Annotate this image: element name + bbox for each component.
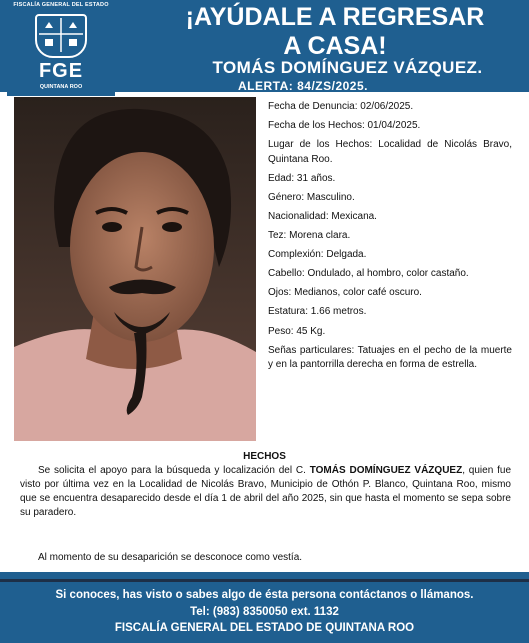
detail-row xyxy=(268,344,512,373)
detail-value: Ondulado, al hombro, color castaño. xyxy=(304,268,469,280)
detail-value: 02/06/2025. xyxy=(357,101,414,112)
footer-agency: FISCALÍA GENERAL DEL ESTADO DE QUINTANA ROO xyxy=(114,622,415,634)
detail-label: Lugar de los Hechos: xyxy=(268,139,373,151)
detail-value: Morena clara. xyxy=(286,230,351,242)
coat-of-arms-icon xyxy=(37,16,85,56)
detail-label: Tez: xyxy=(268,230,287,242)
detail-row xyxy=(268,325,512,340)
footer-banner xyxy=(0,572,529,643)
missing-person-name: TOMÁS DOMÍNGUEZ VÁZQUEZ. xyxy=(212,58,483,77)
detail-label: Cabello: xyxy=(268,268,305,280)
shield-icon xyxy=(35,14,87,58)
detail-label: Estatura: xyxy=(268,306,309,318)
detail-label: Complexión: xyxy=(268,249,324,261)
detail-row xyxy=(268,286,512,301)
title-line-1: ¡AYÚDALE A REGRESAR xyxy=(185,3,485,31)
hechos-text-before: Se solicita el apoyo para la búsqueda y localización del C. xyxy=(38,465,310,476)
footer-contact-message: Si conoces, has visto o sabes algo de ésta persona contáctanos o llámanos. xyxy=(55,589,474,601)
detail-value: Localidad de Nicolás Bravo, Quintana Roo. xyxy=(268,139,512,165)
header-banner xyxy=(0,0,529,92)
detail-value: Delgada. xyxy=(323,249,367,261)
logo-acronym: FGE xyxy=(38,60,84,82)
fge-logo xyxy=(7,0,115,96)
detail-value: 45 Kg. xyxy=(293,325,326,337)
detail-value: 1.66 metros. xyxy=(308,306,367,318)
detail-row xyxy=(268,191,512,206)
hechos-name: TOMÁS DOMÍNGUEZ VÁZQUEZ xyxy=(309,465,463,476)
detail-row xyxy=(268,248,512,263)
hechos-heading: HECHOS xyxy=(243,451,286,462)
detail-label: Peso: xyxy=(268,325,294,337)
detail-value: Masculino. xyxy=(304,191,355,203)
footer-divider xyxy=(0,579,529,582)
detail-label: Fecha de los Hechos: xyxy=(268,120,365,132)
detail-row xyxy=(268,229,512,244)
person-details xyxy=(268,100,512,377)
detail-value: Mexicana. xyxy=(328,210,377,222)
hechos-text-after: , quien fue visto por última vez en la Localidad de Nicolás Bravo, Municipio de Othón P. Blanco, Quintana Roo, mismo que se encuentra desaparecido desde el día 1 de abril del año 2025, sin que hasta el momento se sepa sobre su paradero. xyxy=(20,465,512,518)
detail-row xyxy=(268,138,512,167)
page-title xyxy=(150,3,520,61)
detail-value: 01/04/2025. xyxy=(364,120,421,132)
logo-top-text: FISCALÍA GENERAL DEL ESTADO xyxy=(13,2,109,8)
detail-row xyxy=(268,305,512,320)
clothing-note: Al momento de su desaparición se desconoce como vestía. xyxy=(38,552,303,563)
detail-label: Edad: xyxy=(268,172,295,184)
detail-label: Fecha de Denuncia: xyxy=(268,101,358,112)
detail-value: Tatuajes en el pecho de la muerte y en la pantorrilla derecha en forma de estrella. xyxy=(268,344,512,371)
detail-value: Medianos, color café oscuro. xyxy=(291,287,422,299)
detail-row xyxy=(268,172,512,187)
detail-value: 31 años. xyxy=(294,172,336,184)
detail-row xyxy=(268,267,512,282)
detail-label: Señas particulares: xyxy=(268,344,355,356)
footer-phone: Tel: (983) 8350050 ext. 1132 xyxy=(190,606,339,618)
detail-label: Nacionalidad: xyxy=(268,210,329,222)
title-line-2: A CASA! xyxy=(283,32,387,60)
logo-bottom-text: QUINTANA ROO xyxy=(39,84,83,90)
detail-row xyxy=(268,210,512,225)
portrait-image xyxy=(14,97,256,441)
detail-label: Género: xyxy=(268,191,305,203)
detail-row xyxy=(268,100,512,115)
alert-number: ALERTA: 84/ZS/2025. xyxy=(238,79,368,93)
detail-row xyxy=(268,119,512,134)
hechos-paragraph xyxy=(20,464,511,520)
person-photo xyxy=(14,97,256,441)
detail-label: Ojos: xyxy=(268,287,292,299)
